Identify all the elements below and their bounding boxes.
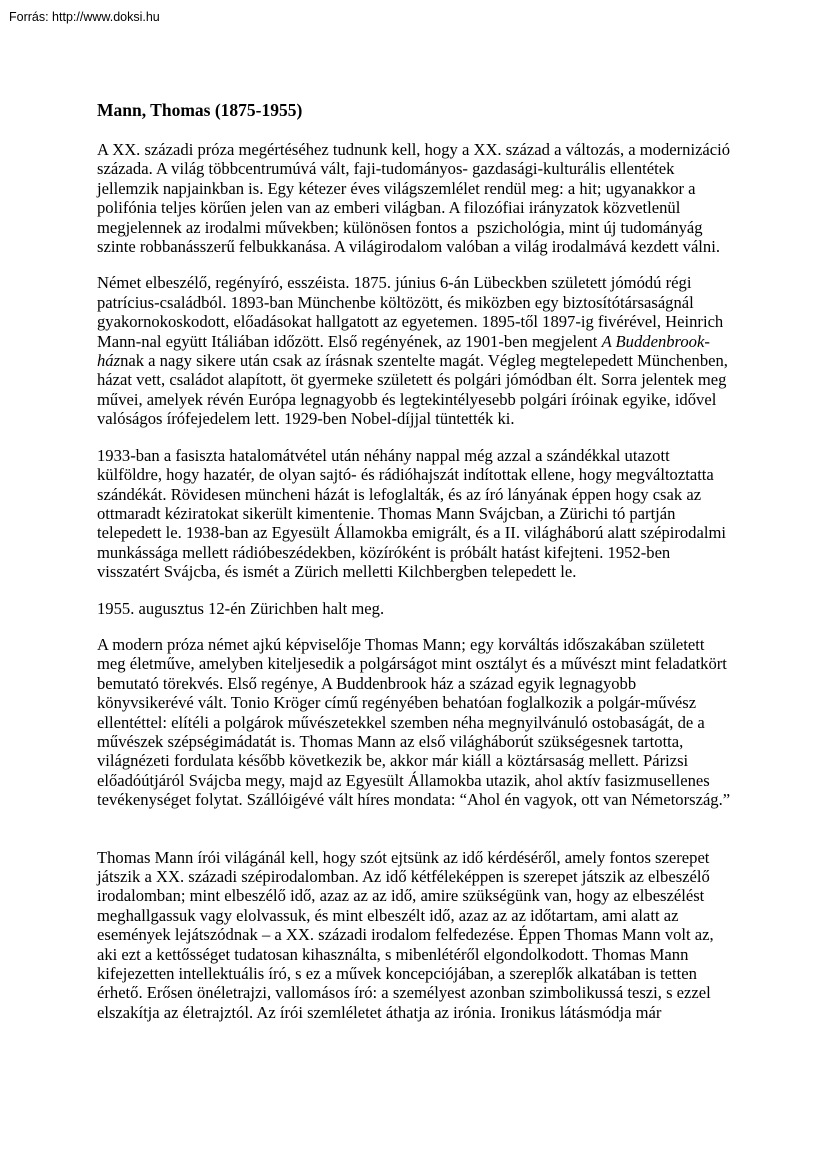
paragraph-3 (97, 446, 735, 582)
paragraph-1 (97, 140, 735, 256)
paragraph-6 (97, 848, 735, 1023)
text-run: nak a nagy sikere után csak az írásnak szentelte magát. Végleg megtelepedett Münchenben, házat vett, családot alapított, öt gyermeke született és polgári jómódban élt. Sorra jelentek meg művei, amelyek révén Európa legnagyobb és legtekintélyesebb polgári íróinak egyike, idővel valóságos írófejedelem lett. 1929-ben Nobel-díjjal tüntették ki. (97, 351, 733, 429)
source-url-label: Forrás: http://www.doksi.hu (9, 10, 160, 24)
text-run: Német elbeszélő, regényíró, esszéista. 1875. június 6-án Lübeckben született jómódú régi patrícius-családból. 1893-ban Münchenbe költözött, és miközben egy biztosítótársaságnál gyakornokoskodott, előadásokat hallgatott az egyetemen. 1895-től 1897-ig fivérével, Heinrich Mann-nal együtt Itáliában időzött. Első regényének, az 1901-ben megjelent (97, 273, 728, 351)
work-title-italic: A Buddenbrook-ház (97, 331, 710, 371)
paragraph-5 (97, 635, 735, 810)
paragraph-4 (97, 599, 735, 618)
text-run: Thomas Mann írói világánál kell, hogy szót ejtsünk az idő kérdéséről, amely fontos szerepet játszik a XX. századi szépirodalomban. Az idő kétféleképpen is szerepet játszik az elbeszélő irodalomban; mint elbeszélő idő, azaz az az idő, amire szükségünk van, hogy az elbeszélést meghallgassuk vagy elolvassuk, és mint elbeszélt idő, azaz az az időtartam, ami alatt az események lejátszódnak – a XX. századi irodalom felfedezése. Éppen Thomas Mann volt az, aki ezt a kettősséget tudatosan kihasználta, s mibenlétéről elgondolkodott. Thomas Mann kifejezetten intellektuális író, s ez a művek koncepciójában, a szereplők alkatában is tetten érhető. Erősen önéletrajzi, vallomásos író: a személyest azonban szimbolikussá teszi, s ezzel elszakítja az életrajztól. Az írói szemléletet áthatja az irónia. Ironikus látásmódja már (97, 847, 718, 1022)
document-content (97, 100, 735, 1039)
paragraph-2 (97, 273, 735, 428)
document-body (97, 140, 735, 1022)
text-run: 1955. augusztus 12-én Zürichben halt meg. (97, 598, 385, 618)
text-run: A modern próza német ajkú képviselője Thomas Mann; egy korváltás időszakában született meg életműve, amelyben kiteljesedik a polgárságot mint osztályt és a művészt mint feladatkört bemutató törekvés. Első regénye, A Buddenbrook ház a század egyik legnagyobb könyvsikerévé vált. Tonio Kröger című regényében behatóan foglalkozik a polgár-művész ellentéttel: elítéli a polgárok művészetekkel szemben néha megnyilvánuló ostobaságát, de a művészek szépségimádatát is. Thomas Mann az első világháborút szükségesnek tartotta, világnézeti fordulata később következik be, akkor már kiáll a köztársaság mellett. Párizsi előadóútjáról Svájcba megy, majd az Egyesült Államokba utazik, ahol aktív fasizmusellenes tevékenységet folytat. Szállóigévé vált híres mondata: “Ahol én vagyok, ott van Németország.” (97, 634, 732, 810)
document-title: Mann, Thomas (1875-1955) (97, 100, 303, 120)
text-run: A XX. századi próza megértéséhez tudnunk kell, hogy a XX. század a változás, a modernizáció százada. A világ többcentrumúvá vált, faji-tudományos- gazdasági-kulturális ellentétek jellemzik napjainkban is. Egy kétezer éves világszemlélet rendül meg: a hit; ugyanakkor a polifónia teljes körűen jelen van az emberi világban. A filozófiai irányzatok közvetlenül megjelennek az irodalmi művekben; különösen fontos a pszichológia, mint új tudományág szinte robbanásszerű felbukkanása. A világirodalom valóban a világ irodalmává kezdett válni. (97, 140, 735, 257)
text-run: 1933-ban a fasiszta hatalomátvétel után néhány nappal még azzal a szándékkal utazott külföldre, hogy hazatér, de olyan sajtó- és rádióhajszát indítottak ellene, hogy megváltoztatta szándékát. Rövidesen müncheni házát is lefoglalták, és az író lányának éppen hogy csak az ottmaradt kéziratokat sikerült kimentenie. Thomas Mann Svájcban, a Zürichi tó partján telepedett le. 1938-ban az Egyesült Államokba emigrált, és a II. világháború alatt szépirodalmi munkássága mellett rádióbeszédekben, közíróként is próbált hatást kifejteni. 1952-ben visszatért Svájcba, és ismét a Zürich melletti Kilchbergben telepedett le. (97, 445, 731, 582)
